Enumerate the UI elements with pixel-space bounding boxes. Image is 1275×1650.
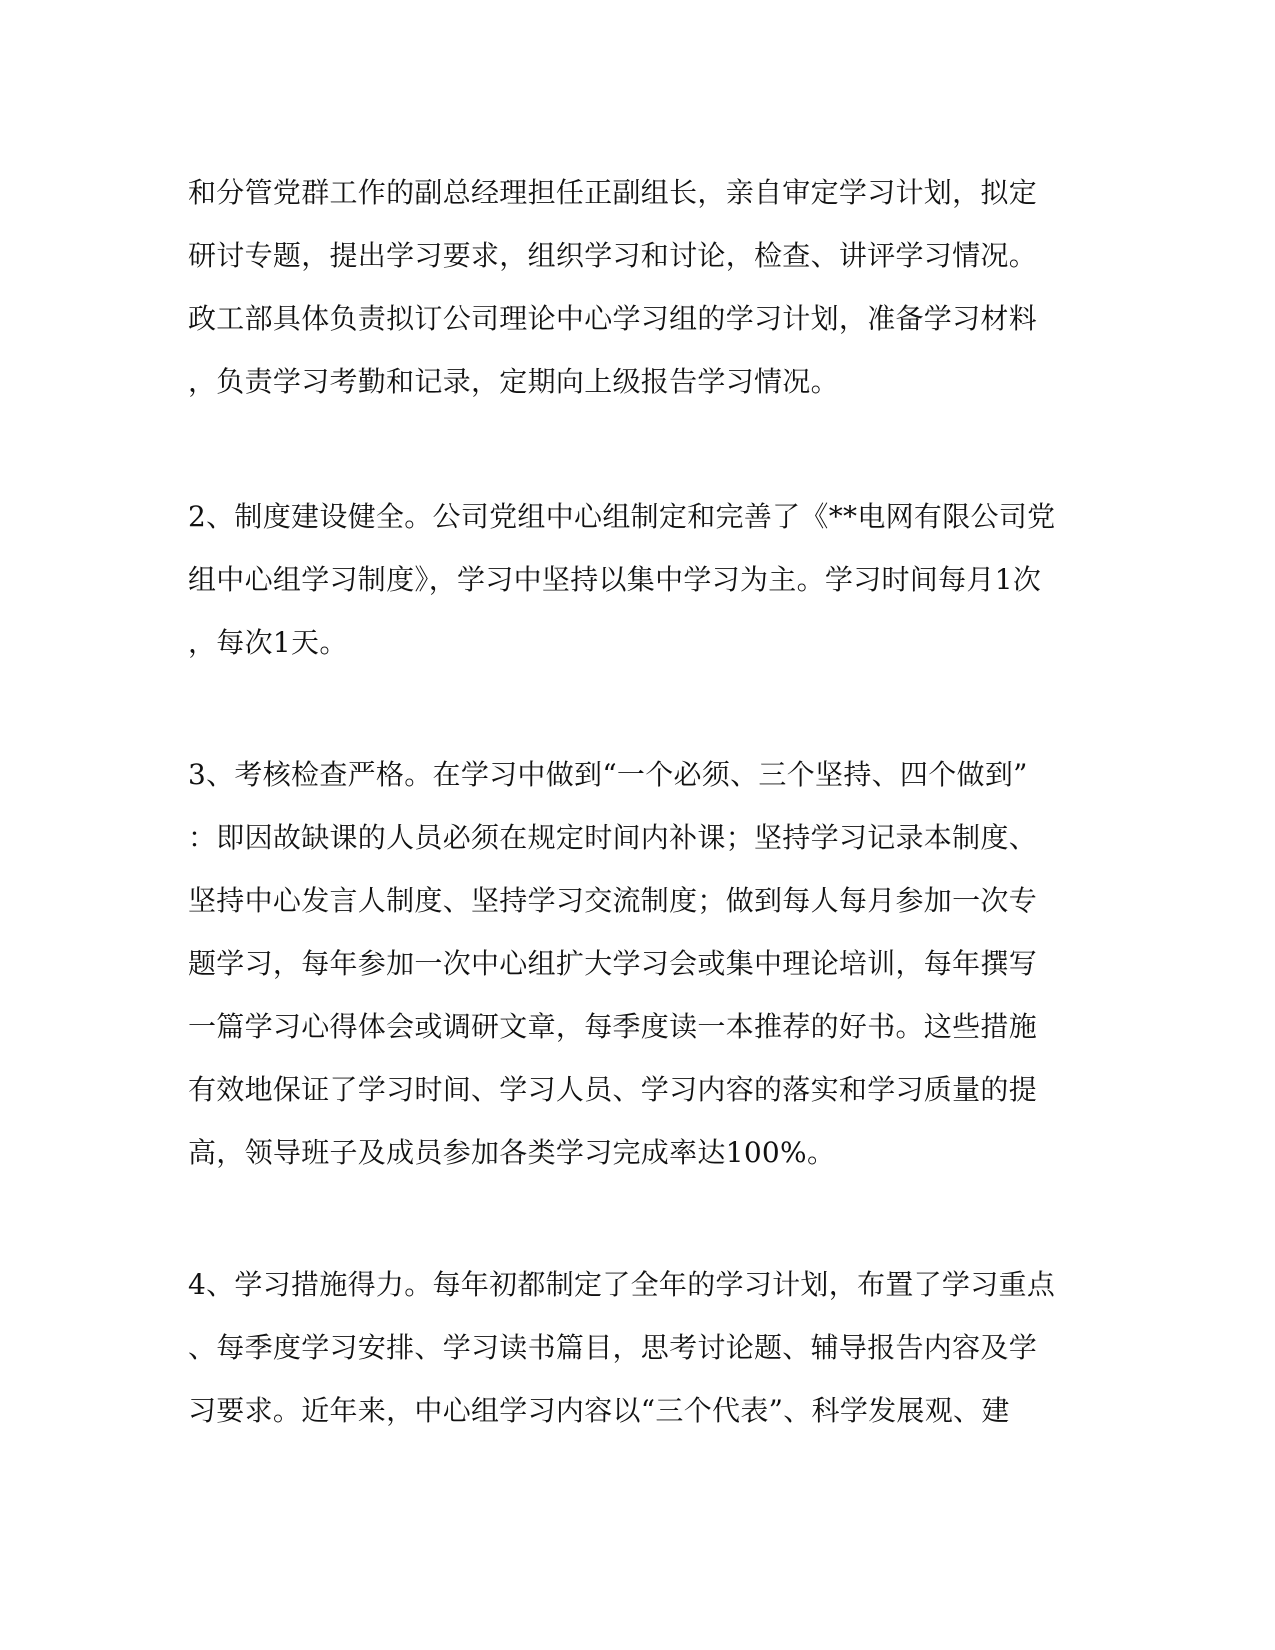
paragraph-leadership [188,161,1088,413]
paragraph-learning-measures [188,1253,1088,1442]
text-line: 2、制度建设健全。公司党组中心组制定和完善了《**电网有限公司党 [188,500,1056,533]
text-line: 有效地保证了学习时间、学习人员、学习内容的落实和学习质量的提 [188,1073,1038,1106]
text-line: ，负责学习考勤和记录，定期向上级报告学习情况。 [188,365,839,398]
text-line: 研讨专题，提出学习要求，组织学习和讨论，检查、讲评学习情况。 [188,239,1038,272]
text-line: 4、学习措施得力。每年初都制定了全年的学习计划，布置了学习重点 [188,1268,1056,1301]
text-line: ，每次1天。 [188,626,348,659]
paragraph-system-building [188,485,1088,674]
paragraph-assessment [188,743,1088,1184]
text-line: 一篇学习心得体会或调研文章，每季度读一本推荐的好书。这些措施 [188,1010,1038,1043]
text-line: 和分管党群工作的副总经理担任正副组长，亲自审定学习计划，拟定 [188,176,1038,209]
text-line: 高，领导班子及成员参加各类学习完成率达100%。 [188,1136,836,1169]
text-line: 、每季度学习安排、学习读书篇目，思考讨论题、辅导报告内容及学 [188,1331,1038,1364]
text-line: 政工部具体负责拟订公司理论中心学习组的学习计划，准备学习材料 [188,302,1038,335]
text-line: 习要求。近年来，中心组学习内容以“三个代表”、科学发展观、建 [188,1394,1010,1427]
text-line: 坚持中心发言人制度、坚持学习交流制度；做到每人每月参加一次专 [188,884,1038,917]
text-line: 题学习，每年参加一次中心组扩大学习会或集中理论培训，每年撰写 [188,947,1038,980]
text-line: 3、考核检查严格。在学习中做到“一个必须、三个坚持、四个做到” [188,758,1028,791]
text-line: ：即因故缺课的人员必须在规定时间内补课；坚持学习记录本制度、 [188,821,1038,854]
text-line: 组中心组学习制度》，学习中坚持以集中学习为主。学习时间每月1次 [188,563,1042,596]
